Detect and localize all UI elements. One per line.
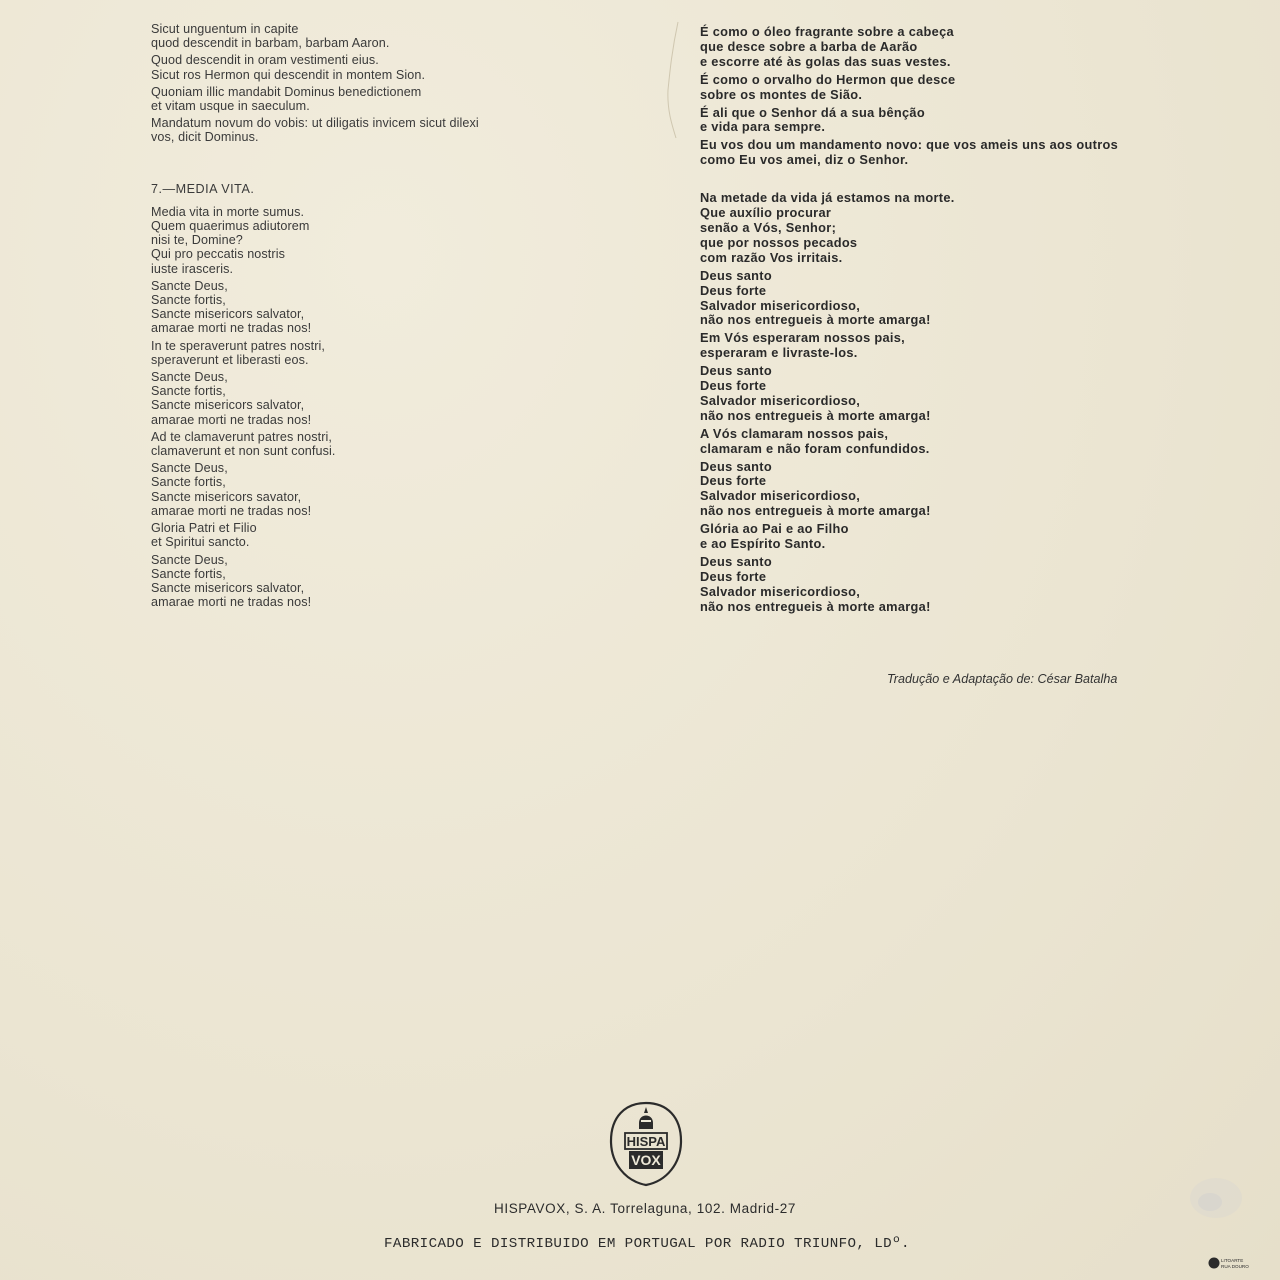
verse-line: Sancte misericors savator, <box>151 489 302 504</box>
verse-line: clamaram e não foram confundidos. <box>700 440 930 456</box>
verse-line: não nos entregueis à morte amarga! <box>700 503 931 519</box>
verse-line: Quoniam illic mandabit Dominus benedictionem <box>151 84 422 99</box>
verse-line: É como o orvalho do Hermon que desce <box>700 71 956 87</box>
verse-line: senão a Vós, Senhor; <box>700 219 837 235</box>
verse-line: quod descendit in barbam, barbam Aaron. <box>151 36 390 51</box>
verse-line: Sancte fortis, <box>151 293 226 308</box>
printer-mark-line1: LITOARTE <box>1221 1258 1244 1263</box>
verse-line: Deus santo <box>700 267 772 283</box>
stanza <box>151 53 591 81</box>
verse-line: Quem quaerimus adiutorem <box>151 219 310 234</box>
stanza <box>700 191 1220 266</box>
stanza <box>700 73 1220 103</box>
distributor-notice: FABRICADO E DISTRIBUIDO EM PORTUGAL POR RADIO TRIUNFO, LDº. <box>384 1236 910 1252</box>
verse-line: Deus santo <box>700 458 772 474</box>
media-vita-latin-stanzas <box>151 205 591 609</box>
verse-line: Salvador misericordioso, <box>700 583 861 599</box>
verse-line: que desce sobre a barba de Aarão <box>700 38 918 54</box>
knight-helmet-icon <box>639 1107 653 1129</box>
verse-line: nisi te, Domine? <box>151 233 243 248</box>
stanza <box>700 364 1220 424</box>
verse-line: que por nossos pecados <box>700 234 858 250</box>
stanza <box>700 106 1220 136</box>
verse-line: Gloria Patri et Filio <box>151 521 257 536</box>
verse-line: Sancte fortis, <box>151 475 226 490</box>
translation-credit: Tradução e Adaptação de: César Batalha <box>887 672 1118 686</box>
stanza <box>151 461 591 518</box>
verse-line: É ali que o Senhor dá a sua bênção <box>700 104 925 120</box>
latin-text-column <box>151 22 591 612</box>
verse-line: Sancte fortis, <box>151 384 226 399</box>
verse-line: Mandatum novum do vobis: ut diligatis invicem sicut dilexi <box>151 116 479 131</box>
verse-line: e vida para sempre. <box>700 119 826 135</box>
verse-line: Na metade da vida já estamos na morte. <box>700 190 955 206</box>
verse-line: e ao Espírito Santo. <box>700 536 826 552</box>
verse-line: Sicut ros Hermon qui descendit in montem Sion. <box>151 67 426 82</box>
verse-line: et Spiritui sancto. <box>151 535 250 550</box>
verse-line: amarae morti ne tradas nos! <box>151 503 312 518</box>
stanza <box>151 22 591 50</box>
verse-line: e escorre até às golas das suas vestes. <box>700 53 951 69</box>
verse-line: Deus santo <box>700 363 772 379</box>
verse-line: Salvador misericordioso, <box>700 488 861 504</box>
verse-line: Sancte fortis, <box>151 566 226 581</box>
stanza <box>700 427 1220 457</box>
stanza <box>151 339 591 367</box>
verse-line: como Eu vos amei, diz o Senhor. <box>700 152 909 168</box>
verse-line: Deus forte <box>700 378 767 394</box>
verse-line: Sancte Deus, <box>151 552 228 567</box>
verse-line: Deus forte <box>700 282 767 298</box>
stanza <box>151 116 591 144</box>
verse-line: Sancte misericors salvator, <box>151 307 305 322</box>
verse-line: Media vita in morte sumus. <box>151 204 305 219</box>
verse-line: Ad te clamaverunt patres nostri, <box>151 429 332 444</box>
verse-line: não nos entregueis à morte amarga! <box>700 407 931 423</box>
stanza <box>700 522 1220 552</box>
verse-line: Em Vós esperaram nossos pais, <box>700 330 906 346</box>
paper-crease <box>664 20 694 140</box>
printer-mark <box>1208 1256 1264 1270</box>
verse-line: Quod descendit in oram vestimenti eius. <box>151 53 379 68</box>
verse-line: In te speraverunt patres nostri, <box>151 338 326 353</box>
stanza <box>151 553 591 610</box>
verse-line: vos, dicit Dominus. <box>151 130 259 145</box>
stanza <box>700 269 1220 329</box>
latin-psalm-stanzas <box>151 22 591 145</box>
verse-line: clamaverunt et non sunt confusi. <box>151 444 336 459</box>
verse-line: Sancte Deus, <box>151 461 228 476</box>
stanza <box>700 138 1220 168</box>
verse-line: com razão Vos irritais. <box>700 249 843 265</box>
verse-line: esperaram e livraste-los. <box>700 345 858 361</box>
verse-line: não nos entregueis à morte amarga! <box>700 312 931 328</box>
logo-text-hispa: HISPA <box>626 1134 666 1149</box>
verse-line: amarae morti ne tradas nos! <box>151 321 312 336</box>
portuguese-psalm-stanzas <box>700 25 1220 168</box>
verse-line: et vitam usque in saeculum. <box>151 99 310 114</box>
verse-line: Sancte misericors salvator, <box>151 398 305 413</box>
paper-stain <box>1180 1168 1250 1228</box>
verse-line: A Vós clamaram nossos pais, <box>700 425 889 441</box>
media-vita-portuguese-stanzas <box>700 191 1220 614</box>
verse-line: speraverunt et liberasti eos. <box>151 352 309 367</box>
stanza <box>151 521 591 549</box>
verse-line: Sancte Deus, <box>151 278 228 293</box>
verse-line: amarae morti ne tradas nos! <box>151 595 312 610</box>
stanza <box>151 430 591 458</box>
verse-line: não nos entregueis à morte amarga! <box>700 598 931 614</box>
stanza <box>700 460 1220 520</box>
publisher-address: HISPAVOX, S. A. Torrelaguna, 102. Madrid-27 <box>494 1201 796 1216</box>
verse-line: Que auxílio procurar <box>700 205 832 221</box>
stanza <box>700 25 1220 70</box>
stanza <box>151 85 591 113</box>
verse-line: Salvador misericordioso, <box>700 392 861 408</box>
verse-line: Sancte Deus, <box>151 370 228 385</box>
verse-line: É como o óleo fragrante sobre a cabeça <box>700 24 954 39</box>
section-title: 7.—MEDIA VITA. <box>151 181 255 196</box>
verse-line: Sancte misericors salvator, <box>151 580 305 595</box>
verse-line: Glória ao Pai e ao Filho <box>700 521 849 537</box>
stanza <box>151 279 591 336</box>
logo-text-vox: VOX <box>631 1152 661 1168</box>
stanza <box>700 555 1220 615</box>
verse-line: sobre os montes de Sião. <box>700 86 863 102</box>
verse-line: Deus santo <box>700 554 772 569</box>
verse-line: Qui pro peccatis nostris <box>151 247 285 262</box>
verse-line: Sicut unguentum in capite <box>151 22 299 36</box>
verse-line: Eu vos dou um mandamento novo: que vos ameis uns aos outros <box>700 137 1119 153</box>
printer-mark-line2: RUA DOURO <box>1221 1264 1249 1269</box>
verse-line: Salvador misericordioso, <box>700 297 861 313</box>
portuguese-text-column <box>700 25 1220 618</box>
stanza <box>151 205 591 276</box>
verse-line: iuste irasceris. <box>151 261 234 276</box>
verse-line: Deus forte <box>700 568 767 584</box>
stanza <box>700 331 1220 361</box>
stanza <box>151 370 591 427</box>
hispavox-logo <box>609 1101 683 1187</box>
verse-line: Deus forte <box>700 473 767 489</box>
verse-line: amarae morti ne tradas nos! <box>151 412 312 427</box>
